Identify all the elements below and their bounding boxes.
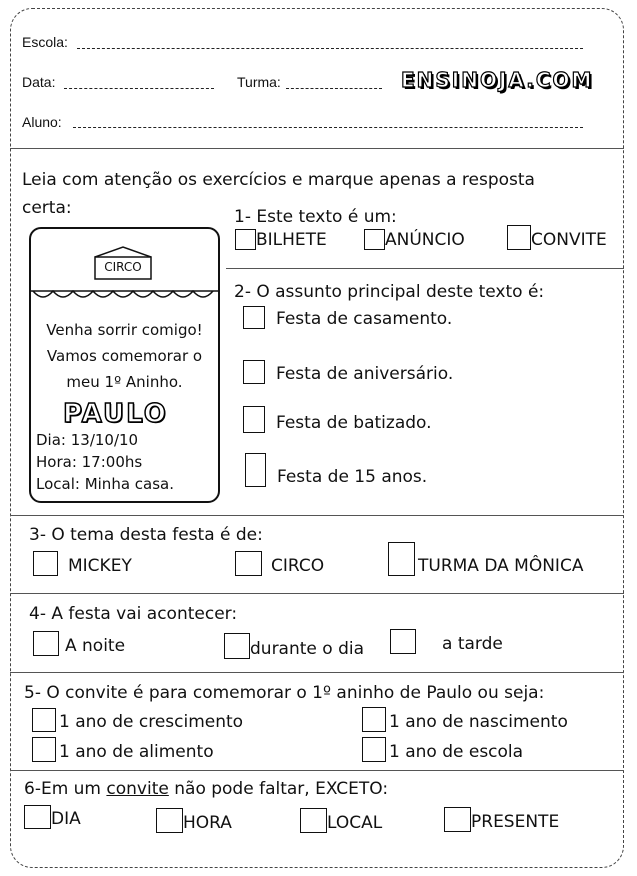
divider xyxy=(10,672,624,673)
q1-option-anuncio[interactable] xyxy=(364,229,465,250)
card-local: Local: Minha casa. xyxy=(36,475,174,493)
q6-title-prefix: 6-Em um xyxy=(24,779,107,799)
checkbox[interactable] xyxy=(235,551,262,576)
checkbox[interactable] xyxy=(33,551,58,576)
instructions-text-cont: certa: xyxy=(22,198,72,218)
option-label: HORA xyxy=(183,813,232,833)
checkbox[interactable] xyxy=(390,629,416,654)
q6-option-presente[interactable] xyxy=(444,807,559,832)
divider xyxy=(10,593,624,594)
checkbox[interactable] xyxy=(235,229,256,250)
card-line-3: meu 1º Aninho. xyxy=(66,373,183,391)
q4-option-durante-o-dia[interactable] xyxy=(224,633,364,659)
card-line-1: Venha sorrir comigo! xyxy=(46,321,203,339)
option-label: Festa de casamento. xyxy=(276,309,453,329)
q4-title: 4- A festa vai acontecer: xyxy=(29,604,238,624)
data-label: Data: xyxy=(22,74,56,90)
q6-title xyxy=(24,779,388,799)
checkbox[interactable] xyxy=(362,707,386,732)
q6-option-hora[interactable] xyxy=(156,808,232,833)
checkbox[interactable] xyxy=(364,229,385,250)
q2-option-casamento[interactable] xyxy=(243,306,452,329)
checkbox[interactable] xyxy=(243,406,265,433)
checkbox[interactable] xyxy=(33,631,59,656)
q5-option-nascimento[interactable] xyxy=(362,707,568,732)
escola-label: Escola: xyxy=(22,34,68,50)
q6-option-local[interactable] xyxy=(300,808,382,833)
child-name: PAULO xyxy=(63,399,168,429)
checkbox[interactable] xyxy=(245,453,266,487)
option-label: Festa de batizado. xyxy=(276,413,432,433)
q4-option-a-noite[interactable] xyxy=(33,631,125,656)
q5-option-escola[interactable] xyxy=(362,737,523,762)
option-label: CONVITE xyxy=(531,230,607,250)
option-label: DIA xyxy=(51,809,81,829)
divider xyxy=(10,515,624,516)
q2-option-15-anos[interactable] xyxy=(245,453,427,487)
q6-title-suffix: não pode faltar, EXCETO: xyxy=(168,779,389,799)
escola-field[interactable] xyxy=(77,48,583,49)
q2-option-batizado[interactable] xyxy=(243,406,432,433)
card-hora: Hora: 17:00hs xyxy=(36,453,143,471)
option-label: Festa de 15 anos. xyxy=(277,467,428,487)
option-label: LOCAL xyxy=(327,813,383,833)
option-label: PRESENTE xyxy=(471,812,560,832)
q1-title: 1- Este texto é um: xyxy=(234,207,397,227)
q5-option-alimento[interactable] xyxy=(32,737,214,762)
divider xyxy=(10,148,624,149)
option-label: ANÚNCIO xyxy=(385,230,465,250)
option-label: TURMA DA MÔNICA xyxy=(418,556,584,576)
option-label: 1 ano de alimento xyxy=(59,742,214,762)
checkbox[interactable] xyxy=(32,737,56,762)
aluno-field[interactable] xyxy=(73,127,583,128)
checkbox[interactable] xyxy=(444,807,471,832)
checkbox[interactable] xyxy=(243,360,265,384)
q6-option-dia[interactable] xyxy=(24,805,81,829)
q2-title: 2- O assunto principal deste texto é: xyxy=(234,282,545,302)
option-label: A noite xyxy=(65,636,126,656)
option-label: 1 ano de crescimento xyxy=(59,712,244,732)
card-dia: Dia: 13/10/10 xyxy=(36,431,139,449)
q3-option-turma-da-monica[interactable] xyxy=(388,542,583,576)
turma-field[interactable] xyxy=(286,88,382,89)
checkbox[interactable] xyxy=(362,737,386,762)
option-label: MICKEY xyxy=(68,556,132,576)
option-label: 1 ano de escola xyxy=(389,742,524,762)
divider xyxy=(10,770,624,771)
scalloped-border xyxy=(31,287,218,307)
q5-option-crescimento[interactable] xyxy=(32,708,243,732)
data-field[interactable] xyxy=(64,88,214,89)
q4-option-a-tarde[interactable] xyxy=(390,629,503,654)
option-label: Festa de aniversário. xyxy=(276,364,454,384)
option-label: durante o dia xyxy=(250,639,365,659)
option-label: a tarde xyxy=(442,634,503,654)
circo-badge: CIRCO xyxy=(104,260,142,274)
checkbox[interactable] xyxy=(507,225,531,250)
q6-title-underlined: convite xyxy=(106,779,169,799)
option-label: CIRCO xyxy=(271,556,325,576)
option-label: BILHETE xyxy=(256,230,327,250)
q3-option-circo[interactable] xyxy=(235,551,324,576)
checkbox[interactable] xyxy=(32,708,56,732)
card-line-2: Vamos comemorar o xyxy=(46,347,203,365)
instructions-text: Leia com atenção os exercícios e marque apenas a resposta xyxy=(22,170,535,190)
q5-title: 5- O convite é para comemorar o 1º aninho de Paulo ou seja: xyxy=(24,683,545,703)
option-label: 1 ano de nascimento xyxy=(389,712,568,732)
checkbox[interactable] xyxy=(300,808,327,833)
invitation-card xyxy=(29,227,220,503)
site-logo: ENSINOJA.COM xyxy=(401,68,594,92)
q3-title: 3- O tema desta festa é de: xyxy=(29,525,263,545)
aluno-label: Aluno: xyxy=(22,114,62,130)
checkbox[interactable] xyxy=(388,542,415,576)
checkbox[interactable] xyxy=(24,805,51,829)
divider xyxy=(226,268,624,269)
q2-option-aniversario[interactable] xyxy=(243,360,453,384)
q3-option-mickey[interactable] xyxy=(33,551,132,576)
checkbox[interactable] xyxy=(243,306,265,329)
turma-label: Turma: xyxy=(237,74,281,90)
q1-option-bilhete[interactable] xyxy=(235,229,327,250)
q1-option-convite[interactable] xyxy=(507,225,607,250)
checkbox[interactable] xyxy=(156,808,183,833)
checkbox[interactable] xyxy=(224,633,250,659)
